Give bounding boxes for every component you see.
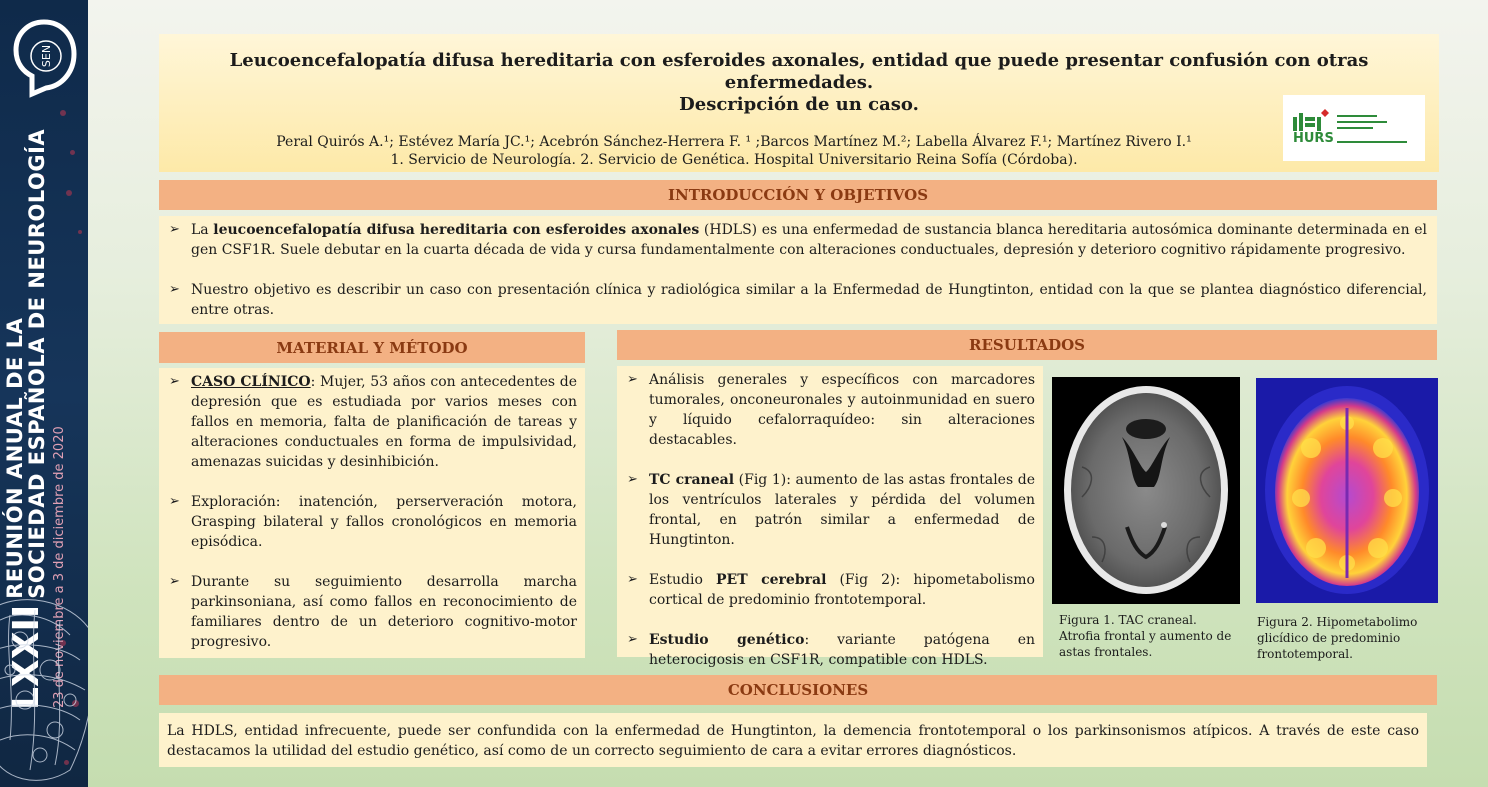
intro-heading: INTRODUCCIÓN Y OBJETIVOS bbox=[159, 180, 1437, 210]
hurs-logo-text: HURS bbox=[1293, 131, 1334, 146]
material-item-2: ➢ Exploración: inatención, perserveración motora, Grasping bilateral y fallos cronológicos en memoria episódica. bbox=[169, 494, 577, 550]
event-dates: 23 de noviembre a 3 de diciembre de 2020 bbox=[52, 426, 67, 708]
authors-block bbox=[159, 133, 1439, 169]
conclusions-text: La HDLS, entidad infrecuente, puede ser confundida con la enfermedad de Hungtinton, la demencia frontotemporal o los parkinsonismos atípicos. A través de este caso destacamos la utilidad del estudio genético, así como de un correcto seguimiento de cara a evitar errores diagnósticos. bbox=[167, 723, 1419, 759]
arrow-bullet-icon: ➢ bbox=[169, 282, 180, 297]
arrow-bullet-icon: ➢ bbox=[169, 222, 180, 237]
sidebar bbox=[0, 0, 88, 787]
brain-illustration bbox=[0, 590, 88, 787]
material-item-1: ➢ CASO CLÍNICO: Mujer, 53 años con antecedentes de depresión que es estudiada por varios meses con fallos en memoria, falta de planificación de tareas y alteraciones conductuales en forma de impulsividad, amenazas suicidas y desinhibición. bbox=[169, 374, 577, 470]
figure-ct-scan bbox=[1052, 377, 1240, 604]
figure-1-caption: Figura 1. TAC craneal. Atrofia frontal y aumento de astas frontales. bbox=[1059, 613, 1232, 659]
event-line1: REUNIÓN ANUAL DE LA bbox=[3, 317, 27, 599]
intro-item-2: ➢ Nuestro objetivo es describir un caso con presentación clínica y radiológica similar a la Enfermedad de Hungtinton, entidad con la que se plantea diagnóstico diferencial, entre otras. bbox=[169, 282, 1427, 318]
material-item-3: ➢ Durante su seguimiento desarrolla marcha parkinsoniana, así como fallos en reconocimiento de familiares dentro de un deterioro cognitivo-motor progresivo. bbox=[169, 574, 577, 650]
hurs-logo bbox=[1283, 95, 1425, 161]
figure-2-caption: Figura 2. Hipometabolimo glicídico de predominio frontotemporal. bbox=[1257, 615, 1418, 661]
figure-pet-scan bbox=[1256, 378, 1438, 603]
arrow-bullet-icon: ➢ bbox=[169, 374, 180, 389]
affiliations: 1. Servicio de Neurología. 2. Servicio de Genética. Hospital Universitario Reina Sofía (Córdoba). bbox=[390, 152, 1078, 168]
arrow-bullet-icon: ➢ bbox=[169, 574, 180, 589]
poster-title bbox=[159, 50, 1439, 116]
material-heading: MATERIAL Y MÉTODO bbox=[159, 332, 585, 363]
sen-logo-text: SEN bbox=[40, 44, 53, 68]
sen-logo bbox=[8, 16, 80, 106]
arrow-bullet-icon: ➢ bbox=[627, 472, 638, 487]
arrow-bullet-icon: ➢ bbox=[627, 372, 638, 387]
arrow-bullet-icon: ➢ bbox=[169, 494, 180, 509]
material-box bbox=[159, 368, 585, 658]
intro-item-1: ➢ La leucoencefalopatía difusa hereditaria con esferoides axonales (HDLS) es una enfermedad de sustancia blanca hereditaria autosómica dominante determinada en el gen CSF1R. Suele debutar en la cuarta década de vida y cursa fundamentalmente con alteraciones conductuales, depresión y deterioro cognitivo rápidamente progresivo. bbox=[169, 222, 1427, 258]
results-box bbox=[617, 366, 1043, 668]
arrow-bullet-icon: ➢ bbox=[627, 632, 638, 647]
results-item-2: ➢ TC craneal (Fig 1): aumento de las astas frontales de los ventrículos laterales y pérdida del volumen frontal, en patrón similar a enfermedad de Hungtinton. bbox=[627, 472, 1035, 548]
poster-header bbox=[159, 34, 1439, 172]
results-item-4: ➢ Estudio genético: variante patógena en heterocigosis en CSF1R, compatible con HDLS. bbox=[627, 632, 1035, 668]
title-line1: Leucoencefalopatía difusa hereditaria con esferoides axonales, entidad que puede presentar confusión con otras enfermedades. bbox=[229, 50, 1369, 93]
conclusions-box bbox=[159, 713, 1427, 767]
authors: Peral Quirós A.¹; Estévez María JC.¹; Acebrón Sánchez-Herrera F. ¹ ;Barcos Martínez M.²; Labella Álvarez F.¹; Martínez Rivero I.¹ bbox=[276, 134, 1192, 150]
results-heading: RESULTADOS bbox=[617, 330, 1437, 360]
intro-box bbox=[159, 216, 1437, 324]
event-line2: SOCIEDAD ESPAÑOLA DE NEUROLOGÍA bbox=[25, 128, 49, 599]
results-item-1: ➢ Análisis generales y específicos con marcadores tumorales, onconeuronales y autoinmunidad en suero y líquido cefalorraquídeo: sin alteraciones destacables. bbox=[627, 372, 1035, 448]
results-item-3: ➢ Estudio PET cerebral (Fig 2): hipometabolismo cortical de predominio frontotemporal. bbox=[627, 572, 1035, 608]
title-line2: Descripción de un caso. bbox=[679, 94, 919, 115]
conclusions-heading: CONCLUSIONES bbox=[159, 675, 1437, 705]
arrow-bullet-icon: ➢ bbox=[627, 572, 638, 587]
event-number: LXXII bbox=[5, 604, 47, 710]
hurs-logo-icon bbox=[1283, 95, 1425, 161]
